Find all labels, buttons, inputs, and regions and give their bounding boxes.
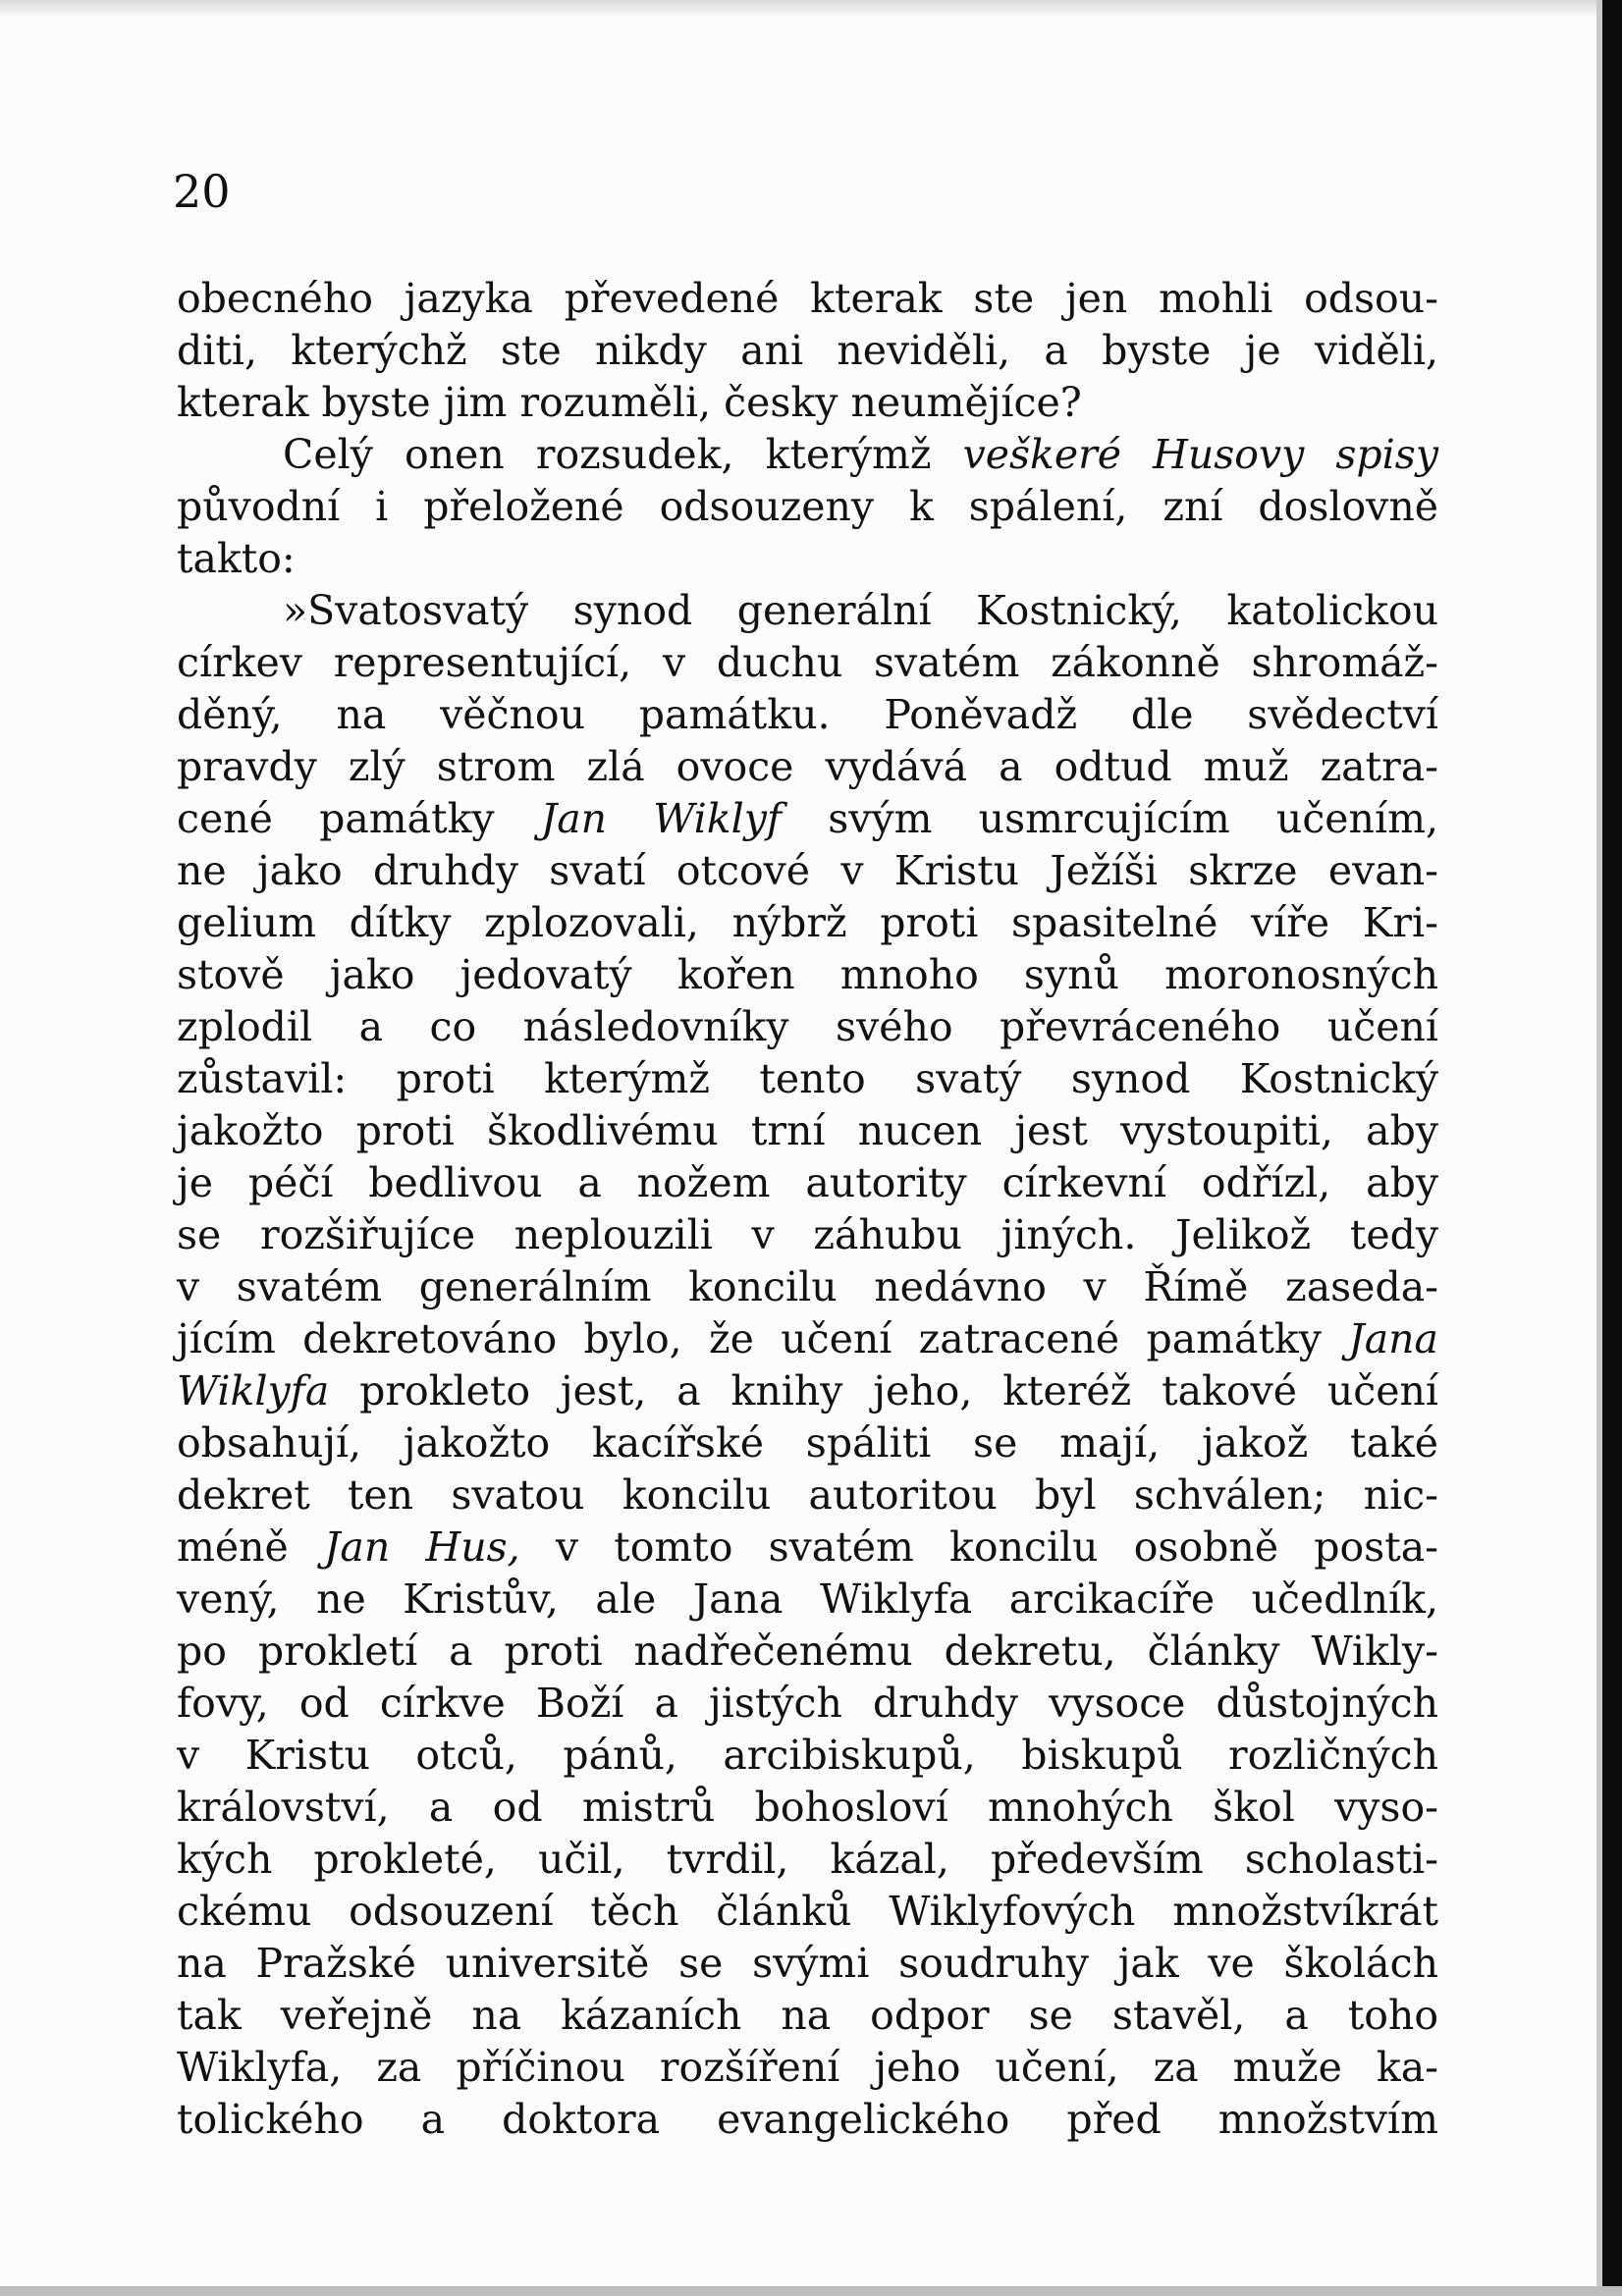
text-line: gelium dítky zplozovali, nýbrž proti spasitelné víře Kri- [177, 899, 1438, 946]
text-line: vený, ne Kristův, ale Jana Wiklyfa arcikacíře učedlník, [177, 1575, 1438, 1623]
text-line: fovy, od církve Boží a jistých druhdy vysoce důstojných [177, 1680, 1438, 1727]
page-right-edge [1602, 0, 1622, 2296]
italic-title: veškeré Husovy spisy [962, 431, 1438, 478]
text-line: v svatém generálním koncilu nedávno v Římě zaseda- [177, 1263, 1438, 1310]
text-line [177, 1522, 1438, 1574]
text-line: »Svatosvatý synod generální Kostnický, katolickou [283, 587, 1438, 634]
text-line-part: v tomto svatém koncilu osobně posta- [519, 1523, 1438, 1571]
text-line: zplodil a co následovníky svého převráceného učení [177, 1003, 1438, 1050]
text-line: v Kristu otců, pánů, arcibiskupů, biskupů rozličných [177, 1732, 1438, 1779]
text-line: stově jako jedovatý kořen mnoho synů moronosných [177, 951, 1438, 998]
text-line: království, a od mistrů bohosloví mnohých škol vyso- [177, 1784, 1438, 1831]
text-line-part: jícím dekretováno bylo, že učení zatracené památky [177, 1315, 1349, 1362]
page-number: 20 [173, 165, 231, 218]
body-text [177, 273, 1438, 2146]
text-line: na Pražské universitě se svými soudruhy jak ve školách [177, 1940, 1438, 1987]
text-line: Wiklyfa, za příčinou rozšíření jeho učení, za muže ka- [177, 2044, 1438, 2091]
text-line: takto: [177, 535, 296, 582]
text-line: děný, na věčnou památku. Poněvadž dle svědectví [177, 691, 1438, 738]
text-line: původní i přeložené odsouzeny k spálení, zní doslovně [177, 483, 1438, 530]
page-bottom-edge [0, 2286, 1622, 2296]
text-line: obecného jazyka převedené kterak ste jen mohli odsou- [177, 275, 1438, 322]
text-line: kých prokleté, učil, tvrdil, kázal, především scholasti- [177, 1836, 1438, 1883]
text-line: tolického a doktora evangelického před množstvím [177, 2096, 1438, 2143]
text-line: pravdy zlý strom zlá ovoce vydává a odtud muž zatra- [177, 743, 1438, 790]
text-line: se rozšiřujíce neplouzili v záhubu jiných. Jelikož tedy [177, 1211, 1438, 1258]
text-line: diti, kterýchž ste nikdy ani neviděli, a byste je viděli, [177, 327, 1438, 374]
text-line [177, 1313, 1438, 1365]
text-line: dekret ten svatou koncilu autoritou byl schválen; nic- [177, 1471, 1438, 1519]
text-line: je péčí bedlivou a nožem autority církevní odřízl, aby [177, 1159, 1438, 1206]
italic-name: Jan Hus, [324, 1523, 520, 1571]
text-line: ckému odsouzení těch článků Wiklyfových množstvíkrát [177, 1888, 1438, 1935]
text-line: obsahují, jakožto kacířské spáliti se mají, jakož také [177, 1419, 1438, 1467]
text-line [177, 793, 1438, 845]
page-top-edge [0, 0, 1622, 18]
text-line-part: méně [177, 1523, 324, 1571]
text-line-part: svým usmrcujícím učením, [782, 795, 1438, 842]
text-line: kterak byste jim rozuměli, česky neumějíce? [177, 379, 1082, 426]
text-line-part: prokleto jest, a knihy jeho, kteréž takové učení [329, 1367, 1438, 1415]
text-line [177, 429, 1438, 481]
italic-name: Wiklyfa [177, 1367, 330, 1415]
text-line: tak veřejně na kázaních na odpor se stavěl, a toho [177, 1992, 1438, 2039]
text-line: církev representující, v duchu svatém zákonně shromáž- [177, 639, 1438, 686]
text-line: zůstavil: proti kterýmž tento svatý synod Kostnický [177, 1055, 1438, 1102]
italic-name: Jan Wiklyf [540, 795, 783, 842]
text-line: po prokletí a proti nadřečenému dekretu, články Wikly- [177, 1628, 1438, 1675]
text-line [177, 1365, 1438, 1417]
text-line-part: cené památky [177, 795, 541, 842]
text-line-part: Celý onen rozsudek, kterýmž [283, 431, 963, 478]
text-line: ne jako druhdy svatí otcové v Kristu Ježíši skrze evan- [177, 847, 1438, 894]
text-line: jakožto proti škodlivému trní nucen jest vystoupiti, aby [177, 1107, 1438, 1154]
italic-name: Jana [1348, 1315, 1438, 1362]
